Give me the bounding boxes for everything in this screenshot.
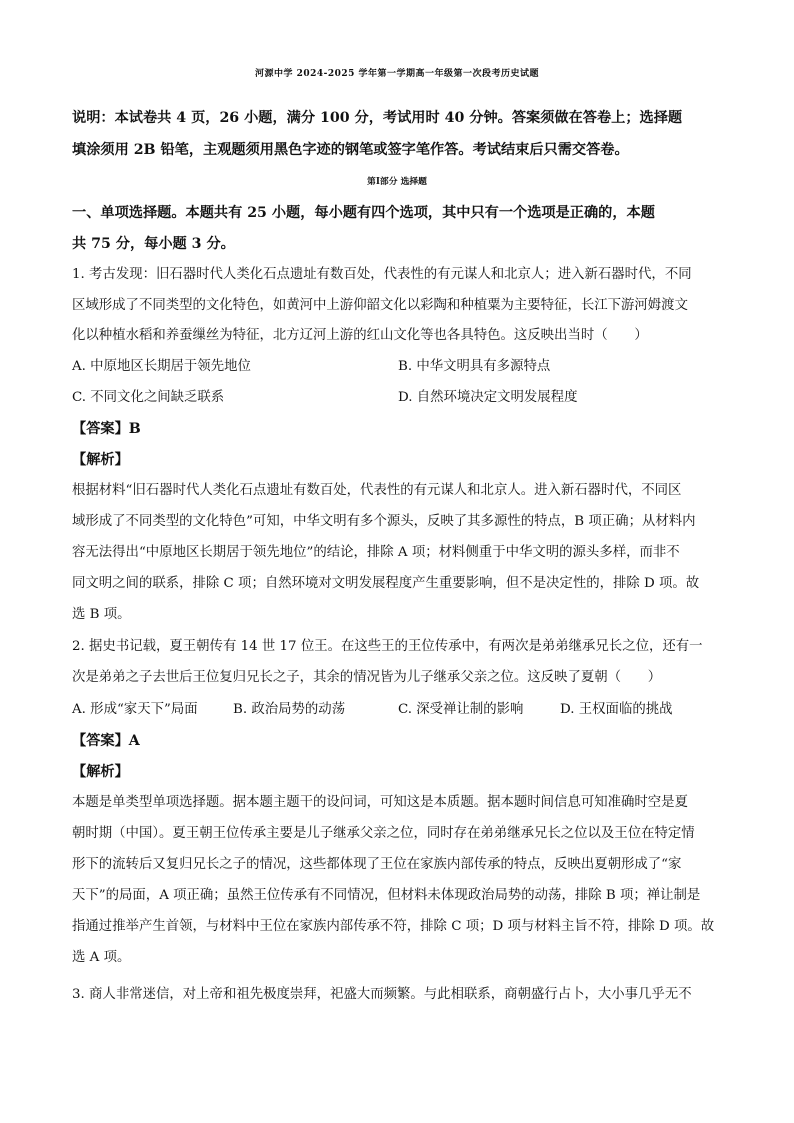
- option-b: B. 中华文明具有多源特点: [398, 359, 551, 374]
- option-a: A. 中原地区长期居于领先地位: [72, 359, 251, 374]
- analysis-line: 根据材料“旧石器时代人类化石点遗址有数百处，代表性的有元谋人和北京人。进入新石器时代，不同区: [72, 483, 682, 498]
- section-intro-line: 一、单项选择题。本题共有 25 小题，每小题有四个选项，其中只有一个选项是正确的，本题: [72, 205, 655, 221]
- analysis-line: 指通过推举产生首领，与材料中王位在家族内部传承不符，排除 C 项；D 项与材料主旨不符，排除 D 项。故: [72, 919, 715, 934]
- option-d: D. 王权面临的挑战: [560, 702, 673, 717]
- question-stem-line: 1. 考古发现：旧石器时代人类化石点遗址有数百处，代表性的有元谋人和北京人；进入新石器时代，不同: [72, 267, 692, 282]
- answer-label: 【答案】A: [72, 733, 140, 749]
- answer-label: 【答案】B: [72, 421, 141, 437]
- analysis-label: 【解析】: [72, 764, 129, 780]
- analysis-label: 【解析】: [72, 452, 129, 468]
- option-c: C. 不同文化之间缺乏联系: [72, 390, 225, 405]
- option-b: B. 政治局势的动荡: [233, 702, 346, 717]
- instruction-line: 填涂须用 2B 铅笔，主观题须用黑色字迹的钢笔或签字笔作答。考试结束后只需交答卷。: [72, 142, 629, 158]
- analysis-line: 朝时期（中国）。夏王朝王位传承主要是儿子继承父亲之位，同时存在弟弟继承兄长之位以及王位在特定情: [72, 826, 695, 841]
- analysis-line: 选 A 项。: [72, 950, 131, 965]
- option-a: A. 形成“家天下”局面: [72, 702, 198, 717]
- analysis-line: 容无法得出“中原地区长期居于领先地位”的结论，排除 A 项；材料侧重于中华文明的源头多样，而非不: [72, 545, 680, 560]
- analysis-line: 形下的流转后又复归兄长之子的情况，这些都体现了王位在家族内部传承的特点，反映出夏朝形成了“家: [72, 857, 682, 872]
- option-c: C. 深受禅让制的影响: [398, 702, 524, 717]
- analysis-line: 天下”的局面，A 项正确；虽然王位传承有不同情况，但材料未体现政治局势的动荡，排除 B 项；禅让制是: [72, 888, 701, 903]
- page-title: 河源中学 2024-2025 学年第一学期高一年级第一次段考历史试题: [254, 69, 540, 79]
- section-intro-line: 共 75 分，每小题 3 分。: [72, 236, 235, 252]
- section-title: 第Ⅰ部分 选择题: [367, 177, 427, 187]
- question-stem-line: 化以种植水稻和养蚕缫丝为特征，北方辽河上游的红山文化等也各具特色。这反映出当时（ ）: [72, 328, 648, 343]
- question-stem-line: 次是弟弟之子去世后王位复归兄长之子，其余的情况皆为儿子继承父亲之位。这反映了夏朝（ ）: [72, 670, 662, 685]
- analysis-line: 域形成了不同类型的文化特色”可知，中华文明有多个源头，反映了其多源性的特点，B 项正确；从材料内: [72, 514, 696, 529]
- analysis-line: 本题是单类型单项选择题。据本题主题干的设问词，可知这是本质题。据本题时间信息可知准确时空是夏: [72, 795, 688, 810]
- option-d: D. 自然环境决定文明发展程度: [398, 390, 578, 405]
- analysis-line: 同文明之间的联系，排除 C 项；自然环境对文明发展程度产生重要影响，但不是决定性的，排除 D 项。故: [72, 576, 700, 591]
- question-stem-line: 3. 商人非常迷信，对上帝和祖先极度崇拜，祀盛大而频繁。与此相联系，商朝盛行占卜，大小事几乎无不: [72, 987, 692, 1002]
- question-stem-line: 区域形成了不同类型的文化特色，如黄河中上游仰韶文化以彩陶和种植粟为主要特征，长江下游河姆渡文: [72, 298, 688, 313]
- instruction-line: 说明：本试卷共 4 页，26 小题，满分 100 分，考试用时 40 分钟。答案须做在答卷上；选择题: [72, 110, 683, 126]
- analysis-line: 选 B 项。: [72, 607, 131, 622]
- question-stem-line: 2. 据史书记载，夏王朝传有 14 世 17 位王。在这些王的王位传承中，有两次是弟弟继承兄长之位，还有一: [72, 639, 703, 654]
